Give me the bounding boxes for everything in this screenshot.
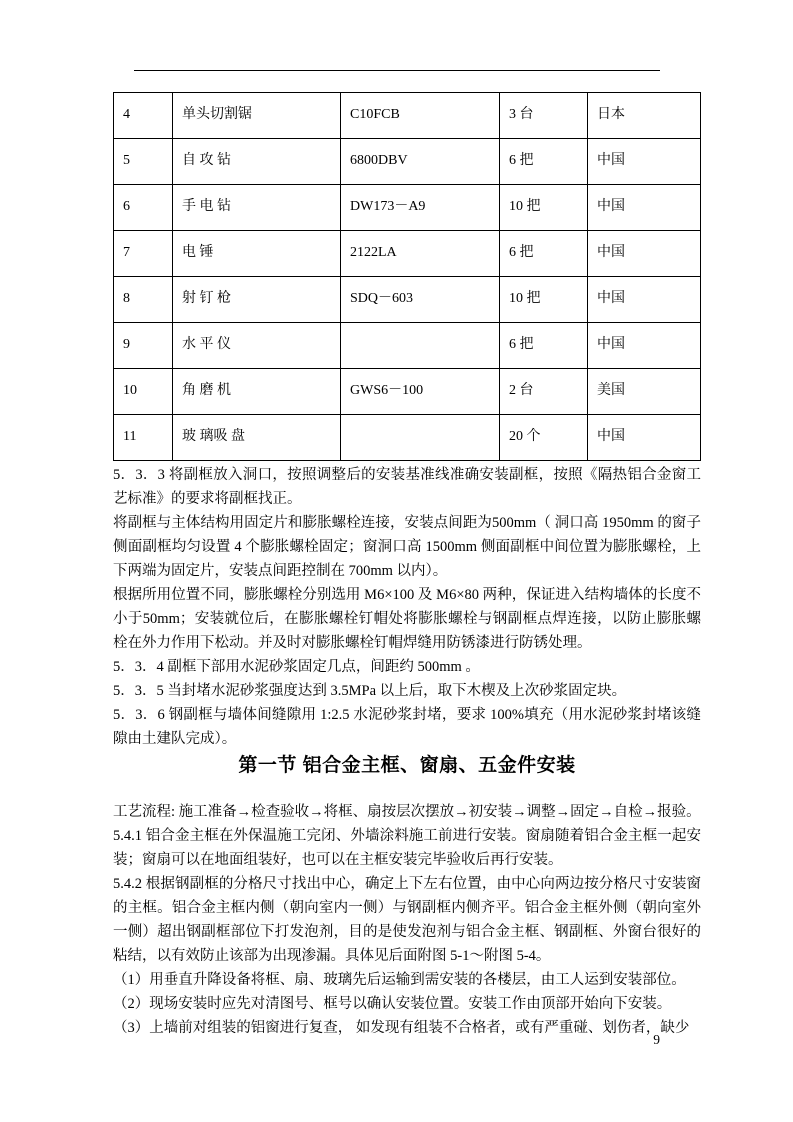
cell-name: 射 钉 枪 xyxy=(173,277,341,323)
paragraph-5-4-1: 5.4.1 铝合金主框在外保温施工完闭、外墙涂料施工前进行安装。窗扇随着铝合金主框一起安装；窗扇可以在地面组装好，也可以在主框安装完毕验收后再行安装。 xyxy=(113,828,701,868)
cell-no: 8 xyxy=(114,277,173,323)
paragraph-item-1: （1）用垂直升降设备将框、扇、玻璃先后运输到需安装的各楼层，由工人运到安装部位。 xyxy=(113,972,686,988)
cell-name: 自 攻 钻 xyxy=(173,139,341,185)
cell-no: 5 xyxy=(114,139,173,185)
cell-origin: 日本 xyxy=(588,93,701,139)
cell-model: SDQ－603 xyxy=(341,277,500,323)
section-heading: 第一节 铝合金主框、窗扇、五金件安装 xyxy=(238,755,576,776)
cell-qty: 6 把 xyxy=(500,139,588,185)
paragraph-item-3: （3）上墙前对组装的铝窗进行复查， 如发现有组装不合格者，或有严重碰、划伤者，缺少 xyxy=(113,1020,690,1036)
paragraph-process-flow: 工艺流程: 施工准备→检查验收→将框、扇按层次摆放→初安装→调整→固定→自检→报验。 xyxy=(113,804,701,820)
cell-model xyxy=(341,415,500,461)
paragraph-expansion-bolt: 根据所用位置不同，膨胀螺栓分别选用 M6×100 及 M6×80 两种，保证进入结构墙体的长度不小于50mm；安装就位后，在膨胀螺栓钉帽处将膨胀螺栓与钢副框点焊连接，以防止膨胀螺栓在外力作用下松动。并及时对膨胀螺栓钉帽焊缝用防锈漆进行防锈处理。 xyxy=(113,587,701,651)
cell-no: 6 xyxy=(114,185,173,231)
cell-qty: 10 把 xyxy=(500,277,588,323)
cell-no: 4 xyxy=(114,93,173,139)
cell-origin: 美国 xyxy=(588,369,701,415)
paragraph-5-3-3: 5．3．3 将副框放入洞口，按照调整后的安装基准线准确安装副框，按照《隔热铝合金窗工艺标准》的要求将副框找正。 xyxy=(113,467,701,507)
table-row xyxy=(114,139,701,185)
table-row xyxy=(114,185,701,231)
cell-qty: 10 把 xyxy=(500,185,588,231)
paragraph-5-3-4: 5．3．4 副框下部用水泥砂浆固定几点，间距约 500mm 。 xyxy=(113,659,480,675)
paragraph-5-3-5: 5．3．5 当封堵水泥砂浆强度达到 3.5MPa 以上后，取下木楔及上次砂浆固定块。 xyxy=(113,683,627,699)
cell-origin: 中国 xyxy=(588,231,701,277)
cell-qty: 20 个 xyxy=(500,415,588,461)
cell-name: 手 电 钻 xyxy=(173,185,341,231)
cell-origin: 中国 xyxy=(588,323,701,369)
cell-model xyxy=(341,323,500,369)
cell-qty: 2 台 xyxy=(500,369,588,415)
cell-qty: 6 把 xyxy=(500,231,588,277)
cell-model: DW173－A9 xyxy=(341,185,500,231)
table-row xyxy=(114,93,701,139)
cell-name: 电 锤 xyxy=(173,231,341,277)
equipment-table xyxy=(113,92,701,461)
table-row xyxy=(114,277,701,323)
cell-qty: 3 台 xyxy=(500,93,588,139)
cell-no: 11 xyxy=(114,415,173,461)
cell-no: 7 xyxy=(114,231,173,277)
page-number: 9 xyxy=(653,1032,660,1047)
cell-name: 单头切割锯 xyxy=(173,93,341,139)
cell-model: 6800DBV xyxy=(341,139,500,185)
cell-origin: 中国 xyxy=(588,415,701,461)
cell-model: GWS6－100 xyxy=(341,369,500,415)
table-row xyxy=(114,369,701,415)
cell-name: 角 磨 机 xyxy=(173,369,341,415)
cell-no: 9 xyxy=(114,323,173,369)
cell-no: 10 xyxy=(114,369,173,415)
table-row xyxy=(114,231,701,277)
cell-origin: 中国 xyxy=(588,185,701,231)
body-text-before-heading xyxy=(113,463,701,751)
cell-model: C10FCB xyxy=(341,93,500,139)
table-row xyxy=(114,415,701,461)
table-row xyxy=(114,323,701,369)
cell-model: 2122LA xyxy=(341,231,500,277)
cell-origin: 中国 xyxy=(588,139,701,185)
paragraph-item-2: （2）现场安装时应先对清图号、框号以确认安装位置。安装工作由顶部开始向下安装。 xyxy=(113,996,672,1012)
cell-name: 玻 璃吸 盘 xyxy=(173,415,341,461)
cell-origin: 中国 xyxy=(588,277,701,323)
body-text-after-heading xyxy=(113,800,701,1040)
paragraph-subframe-connection: 将副框与主体结构用固定片和膨胀螺栓连接，安装点间距为500mm（ 洞口高 1950mm 的窗子侧面副框均匀设置 4 个膨胀螺栓固定；窗洞口高 1500mm 侧面副框中间位置为膨胀螺栓，上下两端为固定片，安装点间距控制在 700mm 以内）。 xyxy=(113,515,701,579)
page-header-rule xyxy=(134,70,660,71)
paragraph-5-4-2: 5.4.2 根据钢副框的分格尺寸找出中心，确定上下左右位置，由中心向两边按分格尺寸安装窗的主框。铝合金主框内侧（朝向室内一侧）与钢副框内侧齐平。铝合金主框外侧（朝向室外一侧）超出钢副框部位下打发泡剂，目的是使发泡剂与铝合金主框、钢副框、外窗台很好的粘结，以有效防止该部为出现渗漏。具体见后面附图 5-1～附图 5-4。 xyxy=(113,876,701,964)
paragraph-5-3-6: 5．3．6 钢副框与墙体间缝隙用 1:2.5 水泥砂浆封堵，要求 100%填充（用水泥砂浆封堵该缝隙由土建队完成）。 xyxy=(113,707,701,747)
cell-name: 水 平 仪 xyxy=(173,323,341,369)
cell-qty: 6 把 xyxy=(500,323,588,369)
